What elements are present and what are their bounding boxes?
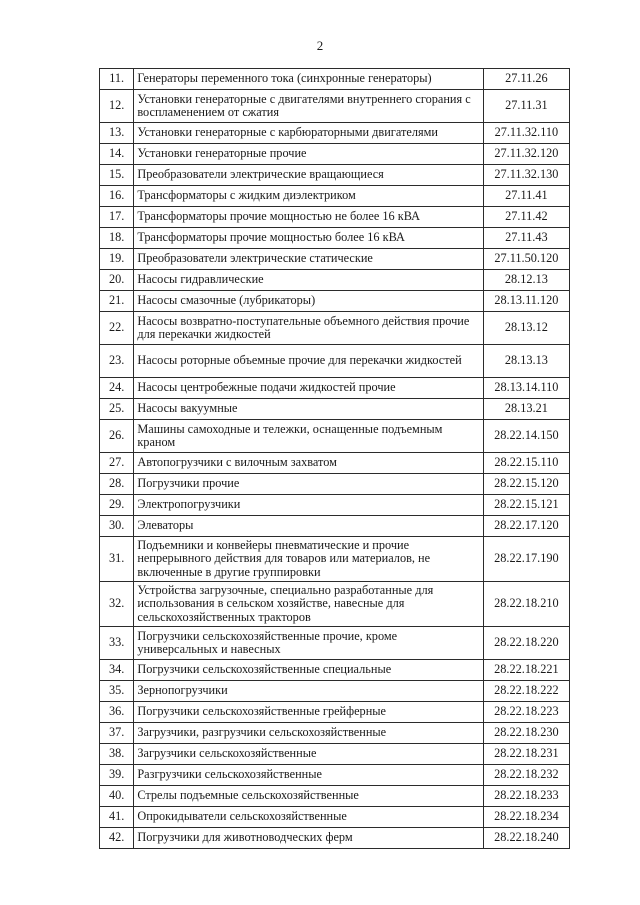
row-code: 28.22.17.190 xyxy=(483,537,569,582)
row-code: 28.22.14.150 xyxy=(483,420,569,453)
page-number: 2 xyxy=(316,38,324,53)
row-name: Загрузчики, разгрузчики сельскохозяйственные xyxy=(134,723,483,744)
row-name: Погрузчики сельскохозяйственные грейферные xyxy=(134,702,483,723)
table-row xyxy=(100,312,570,345)
row-code: 28.22.18.230 xyxy=(483,723,569,744)
row-code: 28.22.15.110 xyxy=(483,453,569,474)
row-name: Электропогрузчики xyxy=(134,495,483,516)
table-row xyxy=(100,378,570,399)
row-code: 27.11.32.120 xyxy=(483,144,569,165)
row-number: 42. xyxy=(100,828,134,849)
row-name: Насосы смазочные (лубрикаторы) xyxy=(134,291,483,312)
row-number: 39. xyxy=(100,765,134,786)
row-number: 15. xyxy=(100,165,134,186)
row-code: 28.13.21 xyxy=(483,399,569,420)
row-name: Автопогрузчики с вилочным захватом xyxy=(134,453,483,474)
row-name: Насосы гидравлические xyxy=(134,270,483,291)
table-row xyxy=(100,582,570,627)
table-row xyxy=(100,207,570,228)
row-code: 28.13.11.120 xyxy=(483,291,569,312)
row-number: 29. xyxy=(100,495,134,516)
table-row xyxy=(100,228,570,249)
row-number: 19. xyxy=(100,249,134,270)
row-code: 28.22.18.231 xyxy=(483,744,569,765)
row-name: Подъемники и конвейеры пневматические и прочие непрерывного действия для товаров или материалов, не включенные в другие группировки xyxy=(134,537,483,582)
row-code: 27.11.50.120 xyxy=(483,249,569,270)
classification-table xyxy=(99,68,570,849)
row-number: 13. xyxy=(100,123,134,144)
row-number: 34. xyxy=(100,660,134,681)
row-name: Генераторы переменного тока (синхронные генераторы) xyxy=(134,69,483,90)
row-number: 40. xyxy=(100,786,134,807)
table-row xyxy=(100,186,570,207)
row-name: Преобразователи электрические вращающиеся xyxy=(134,165,483,186)
table-row xyxy=(100,123,570,144)
table-row xyxy=(100,90,570,123)
row-code: 28.22.18.233 xyxy=(483,786,569,807)
row-number: 38. xyxy=(100,744,134,765)
table-row xyxy=(100,828,570,849)
row-code: 27.11.32.110 xyxy=(483,123,569,144)
row-name: Установки генераторные с двигателями внутреннего сгорания с воспламенением от сжатия xyxy=(134,90,483,123)
row-code: 28.22.18.234 xyxy=(483,807,569,828)
row-name: Опрокидыватели сельскохозяйственные xyxy=(134,807,483,828)
row-number: 26. xyxy=(100,420,134,453)
table-row xyxy=(100,399,570,420)
row-name: Трансформаторы прочие мощностью не более 16 кВА xyxy=(134,207,483,228)
row-number: 37. xyxy=(100,723,134,744)
row-code: 28.13.12 xyxy=(483,312,569,345)
row-name: Загрузчики сельскохозяйственные xyxy=(134,744,483,765)
row-name: Погрузчики прочие xyxy=(134,474,483,495)
row-number: 27. xyxy=(100,453,134,474)
row-code: 27.11.26 xyxy=(483,69,569,90)
row-code: 27.11.31 xyxy=(483,90,569,123)
row-name: Машины самоходные и тележки, оснащенные подъемным краном xyxy=(134,420,483,453)
row-number: 32. xyxy=(100,582,134,627)
row-number: 36. xyxy=(100,702,134,723)
row-code: 28.22.18.232 xyxy=(483,765,569,786)
row-name: Трансформаторы прочие мощностью более 16 кВА xyxy=(134,228,483,249)
row-code: 27.11.43 xyxy=(483,228,569,249)
row-number: 30. xyxy=(100,516,134,537)
row-code: 28.22.17.120 xyxy=(483,516,569,537)
row-name: Погрузчики сельскохозяйственные прочие, кроме универсальных и навесных xyxy=(134,627,483,660)
table-row xyxy=(100,786,570,807)
row-name: Стрелы подъемные сельскохозяйственные xyxy=(134,786,483,807)
table-row xyxy=(100,681,570,702)
row-name: Устройства загрузочные, специально разработанные для использования в сельском хозяйстве, навесные для сельскохозяйственных тракторов xyxy=(134,582,483,627)
table-row xyxy=(100,420,570,453)
row-code: 28.22.18.210 xyxy=(483,582,569,627)
table-row xyxy=(100,69,570,90)
row-number: 22. xyxy=(100,312,134,345)
row-code: 28.22.18.222 xyxy=(483,681,569,702)
row-code: 28.13.14.110 xyxy=(483,378,569,399)
row-code: 28.22.15.121 xyxy=(483,495,569,516)
row-number: 17. xyxy=(100,207,134,228)
row-name: Разгрузчики сельскохозяйственные xyxy=(134,765,483,786)
row-name: Погрузчики для животноводческих ферм xyxy=(134,828,483,849)
table-row xyxy=(100,744,570,765)
row-name: Установки генераторные с карбюраторными двигателями xyxy=(134,123,483,144)
table-row xyxy=(100,627,570,660)
row-code: 28.22.18.220 xyxy=(483,627,569,660)
row-number: 20. xyxy=(100,270,134,291)
table-row xyxy=(100,537,570,582)
row-code: 28.22.15.120 xyxy=(483,474,569,495)
row-number: 25. xyxy=(100,399,134,420)
row-code: 27.11.42 xyxy=(483,207,569,228)
row-number: 21. xyxy=(100,291,134,312)
table-row xyxy=(100,249,570,270)
row-name: Насосы центробежные подачи жидкостей прочие xyxy=(134,378,483,399)
table-row xyxy=(100,516,570,537)
row-name: Зернопогрузчики xyxy=(134,681,483,702)
row-code: 27.11.32.130 xyxy=(483,165,569,186)
row-code: 28.13.13 xyxy=(483,345,569,378)
row-name: Погрузчики сельскохозяйственные специальные xyxy=(134,660,483,681)
row-code: 28.22.18.223 xyxy=(483,702,569,723)
row-name: Преобразователи электрические статические xyxy=(134,249,483,270)
row-number: 14. xyxy=(100,144,134,165)
row-number: 31. xyxy=(100,537,134,582)
table-row xyxy=(100,144,570,165)
row-name: Насосы возвратно-поступательные объемного действия прочие для перекачки жидкостей xyxy=(134,312,483,345)
row-number: 35. xyxy=(100,681,134,702)
table-row xyxy=(100,345,570,378)
row-name: Установки генераторные прочие xyxy=(134,144,483,165)
row-name: Насосы роторные объемные прочие для перекачки жидкостей xyxy=(134,345,483,378)
row-number: 24. xyxy=(100,378,134,399)
row-name: Трансформаторы с жидким диэлектриком xyxy=(134,186,483,207)
row-name: Насосы вакуумные xyxy=(134,399,483,420)
row-name: Элеваторы xyxy=(134,516,483,537)
table-row xyxy=(100,765,570,786)
row-number: 33. xyxy=(100,627,134,660)
table-row xyxy=(100,702,570,723)
table-row xyxy=(100,723,570,744)
table-row xyxy=(100,291,570,312)
table-row xyxy=(100,270,570,291)
row-code: 27.11.41 xyxy=(483,186,569,207)
row-code: 28.22.18.240 xyxy=(483,828,569,849)
row-number: 18. xyxy=(100,228,134,249)
row-code: 28.22.18.221 xyxy=(483,660,569,681)
table-row xyxy=(100,453,570,474)
table-row xyxy=(100,474,570,495)
table-row xyxy=(100,660,570,681)
row-number: 11. xyxy=(100,69,134,90)
table-row xyxy=(100,165,570,186)
row-code: 28.12.13 xyxy=(483,270,569,291)
table-row xyxy=(100,807,570,828)
row-number: 12. xyxy=(100,90,134,123)
row-number: 28. xyxy=(100,474,134,495)
row-number: 16. xyxy=(100,186,134,207)
table-row xyxy=(100,495,570,516)
row-number: 23. xyxy=(100,345,134,378)
row-number: 41. xyxy=(100,807,134,828)
